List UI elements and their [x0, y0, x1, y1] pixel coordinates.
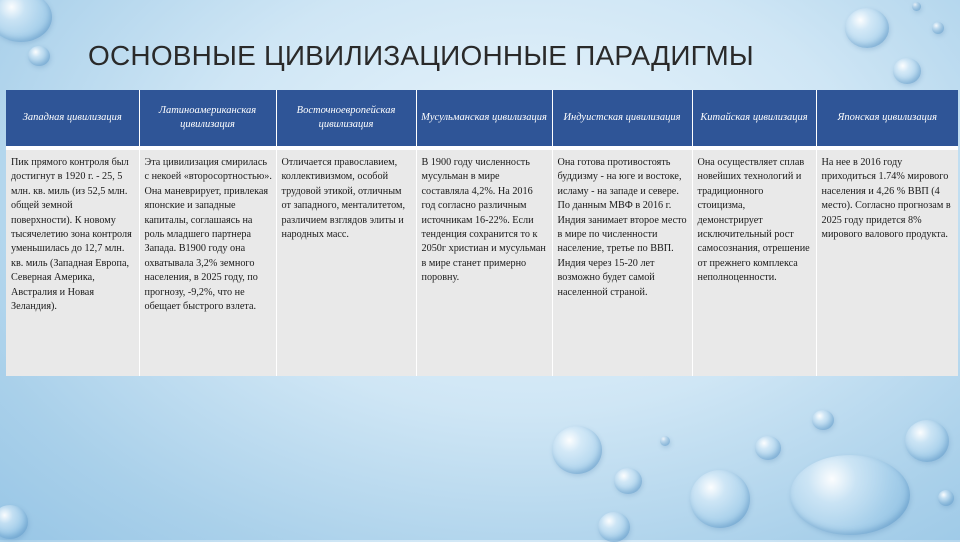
- water-drop-decoration: [755, 436, 781, 460]
- water-drop-decoration: [790, 455, 910, 535]
- column-header-western: Западная цивилизация: [6, 90, 139, 148]
- cell-muslim: В 1900 году численность мусульман в мире составляла 4,2%. На 2016 год согласно различным источникам 16-22%. Если тенденция сохранится то к 2050г христиан и мусульман в мире станет примерно поровну.: [416, 148, 552, 376]
- cell-hindu: Она готова противостоять буддизму - на юге и востоке, исламу - на западе и севере. По данным МВФ в 2016 г. Индия занимает второе место в мире по численности население, третье по ВВП. Индия через 15-20 лет возможно будет самой населенной страной.: [552, 148, 692, 376]
- table-header-row: [6, 90, 958, 148]
- water-drop-decoration: [845, 8, 889, 48]
- cell-chinese: Она осуществляет сплав новейших технологий и традиционного стоицизма, демонстрирует исключительный рост самосознания, отрешение от прежнего комплекса неполноценности.: [692, 148, 816, 376]
- column-header-muslim: Мусульманская цивилизация: [416, 90, 552, 148]
- water-drop-decoration: [0, 0, 52, 42]
- water-drop-decoration: [690, 470, 750, 528]
- water-drop-decoration: [614, 468, 642, 494]
- column-header-eastern-european: Восточноевропейская цивилизация: [276, 90, 416, 148]
- civilizations-table: [6, 90, 958, 368]
- water-drop-decoration: [28, 46, 50, 66]
- cell-eastern-european: Отличается православием, коллективизмом, особой трудовой этикой, отличным от западного, менталитетом, различием взглядов элиты и народных масс.: [276, 148, 416, 376]
- water-drop-decoration: [0, 505, 28, 539]
- column-header-hindu: Индуистская цивилизация: [552, 90, 692, 148]
- water-drop-decoration: [905, 420, 949, 462]
- cell-latin-american: Эта цивилизация смирилась с некоей «второсортностью». Она маневрирует, привлекая японские и западные капиталы, соглашаясь на роль младшего партнера Запада. В1900 году она охватывала 3,2% земного населения, в 2025 году, по прогнозу, -9,2%, что не обещает быстрого взлета.: [139, 148, 276, 376]
- water-drop-decoration: [598, 512, 630, 542]
- water-drop-decoration: [893, 58, 921, 84]
- table-row: [6, 148, 958, 376]
- water-drop-decoration: [812, 410, 834, 430]
- water-drop-decoration: [660, 436, 670, 446]
- slide-title: ОСНОВНЫЕ ЦИВИЛИЗАЦИОННЫЕ ПАРАДИГМЫ: [88, 40, 754, 71]
- column-header-japanese: Японская цивилизация: [816, 90, 958, 148]
- cell-western: Пик прямого контроля был достигнут в 1920 г. - 25, 5 млн. кв. миль (из 52,5 млн. общей земной поверхности). К новому тысячелетию зона контроля уменьшилась до 12,7 млн. кв. миль (Западная Европа, Северная Америка, Австралия и Новая Зеландия).: [6, 148, 139, 376]
- water-drop-decoration: [932, 22, 944, 34]
- column-header-latin-american: Латиноамериканская цивилизация: [139, 90, 276, 148]
- water-drop-decoration: [938, 490, 954, 506]
- water-drop-decoration: [552, 426, 602, 474]
- column-header-chinese: Китайская цивилизация: [692, 90, 816, 148]
- cell-japanese: На нее в 2016 году приходиться 1.74% мирового населения и 4,26 % ВВП (4 место). Согласно прогнозам в 2025 году придется 8% мирового валового продукта.: [816, 148, 958, 376]
- water-drop-decoration: [912, 2, 921, 11]
